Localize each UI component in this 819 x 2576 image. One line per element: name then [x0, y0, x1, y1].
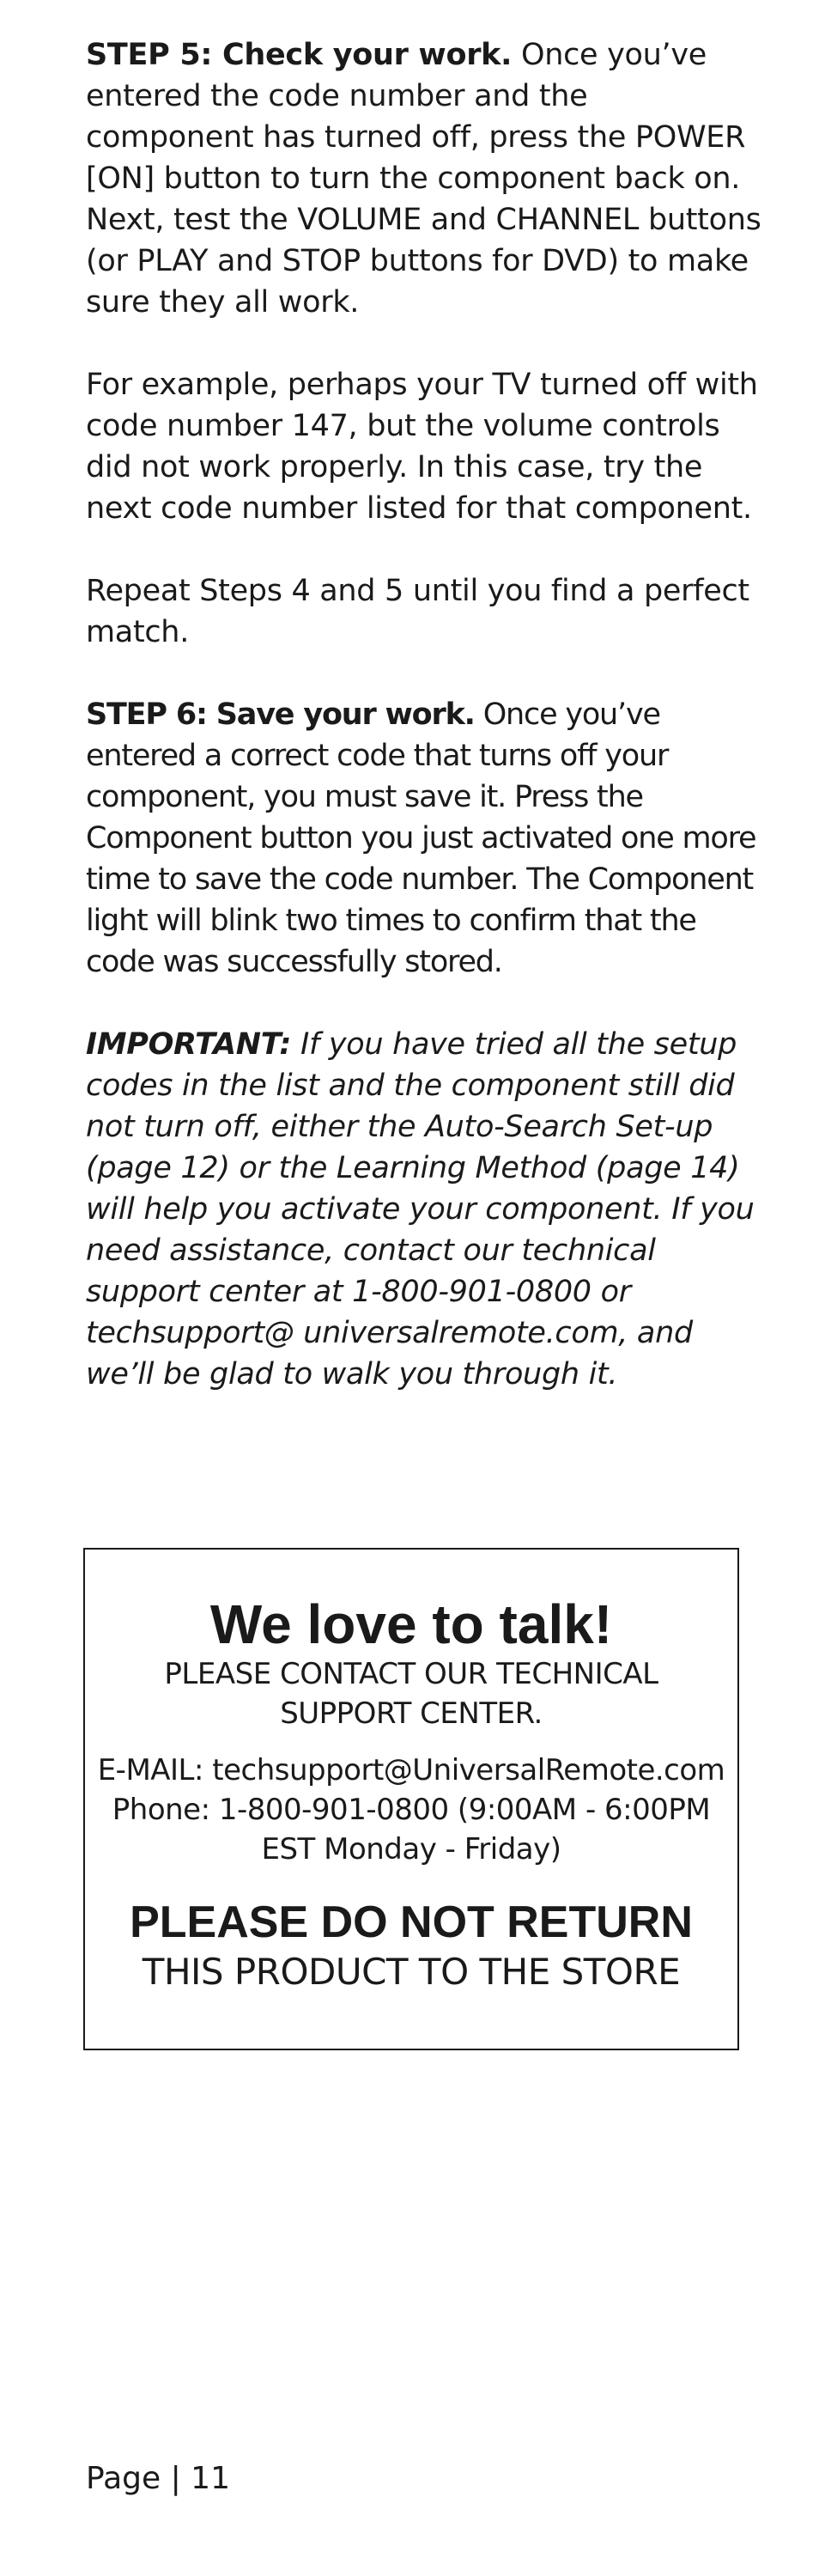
contact-line-2: SUPPORT CENTER.: [280, 1696, 543, 1731]
step5-title: STEP 5: Check your work.: [86, 38, 513, 72]
important-lead: IMPORTANT:: [86, 1027, 292, 1062]
important-text: If you have tried all the setup codes in the list and the component still did not turn off, either the Auto-Search Set-up (page 12) or the Learning Method (page 14) will help you activate your component. If you need assistance, contact our technical support center at 1-800-901-0800 or techsupport@ universalremote.com, and we’ll be glad to walk you through it.: [86, 1027, 755, 1392]
step6-title: STEP 6: Save your work.: [86, 697, 475, 732]
phone-line-1: Phone: 1-800-901-0800 (9:00AM - 6:00PM: [112, 1793, 711, 1827]
support-heading: We love to talk!: [209, 1593, 613, 1655]
repeat-paragraph: Repeat Steps 4 and 5 until you find a perfect match.: [86, 574, 749, 649]
example-paragraph: For example, perhaps your TV turned off with code number 147, but the volume controls did not work properly. In this case, try the next code number listed for that component.: [86, 368, 758, 526]
do-not-return-subtext: THIS PRODUCT TO THE STORE: [142, 1951, 681, 1993]
email-line: E-MAIL: techsupport@UniversalRemote.com: [97, 1753, 725, 1787]
contact-line-1: PLEASE CONTACT OUR TECHNICAL: [164, 1657, 658, 1691]
important-note: [86, 1024, 764, 1395]
phone-line-2: EST Monday - Friday): [261, 1832, 561, 1867]
step6-paragraph: [86, 694, 764, 983]
page-content: [86, 34, 764, 1436]
step5-paragraph: [86, 34, 764, 199]
step5-followup: Next, test the VOLUME and CHANNEL buttons (or PLAY and STOP buttons for DVD) to make sure they all work.: [86, 203, 761, 320]
support-contact-box: [83, 1548, 739, 2050]
step5-text: Once you’ve entered the code number and the component has turned off, press the POWER [ON] button to turn the component back on.: [86, 38, 746, 196]
step6-text: Once you’ve entered a correct code that turns off your component, you must save it. Press the Component button you just activated one more time to save the code number. The Component light will blink two times to confirm that the code was successfully stored.: [86, 697, 756, 979]
do-not-return-warning: PLEASE DO NOT RETURN: [130, 1897, 693, 1947]
page-number: Page | 11: [86, 2461, 230, 2496]
